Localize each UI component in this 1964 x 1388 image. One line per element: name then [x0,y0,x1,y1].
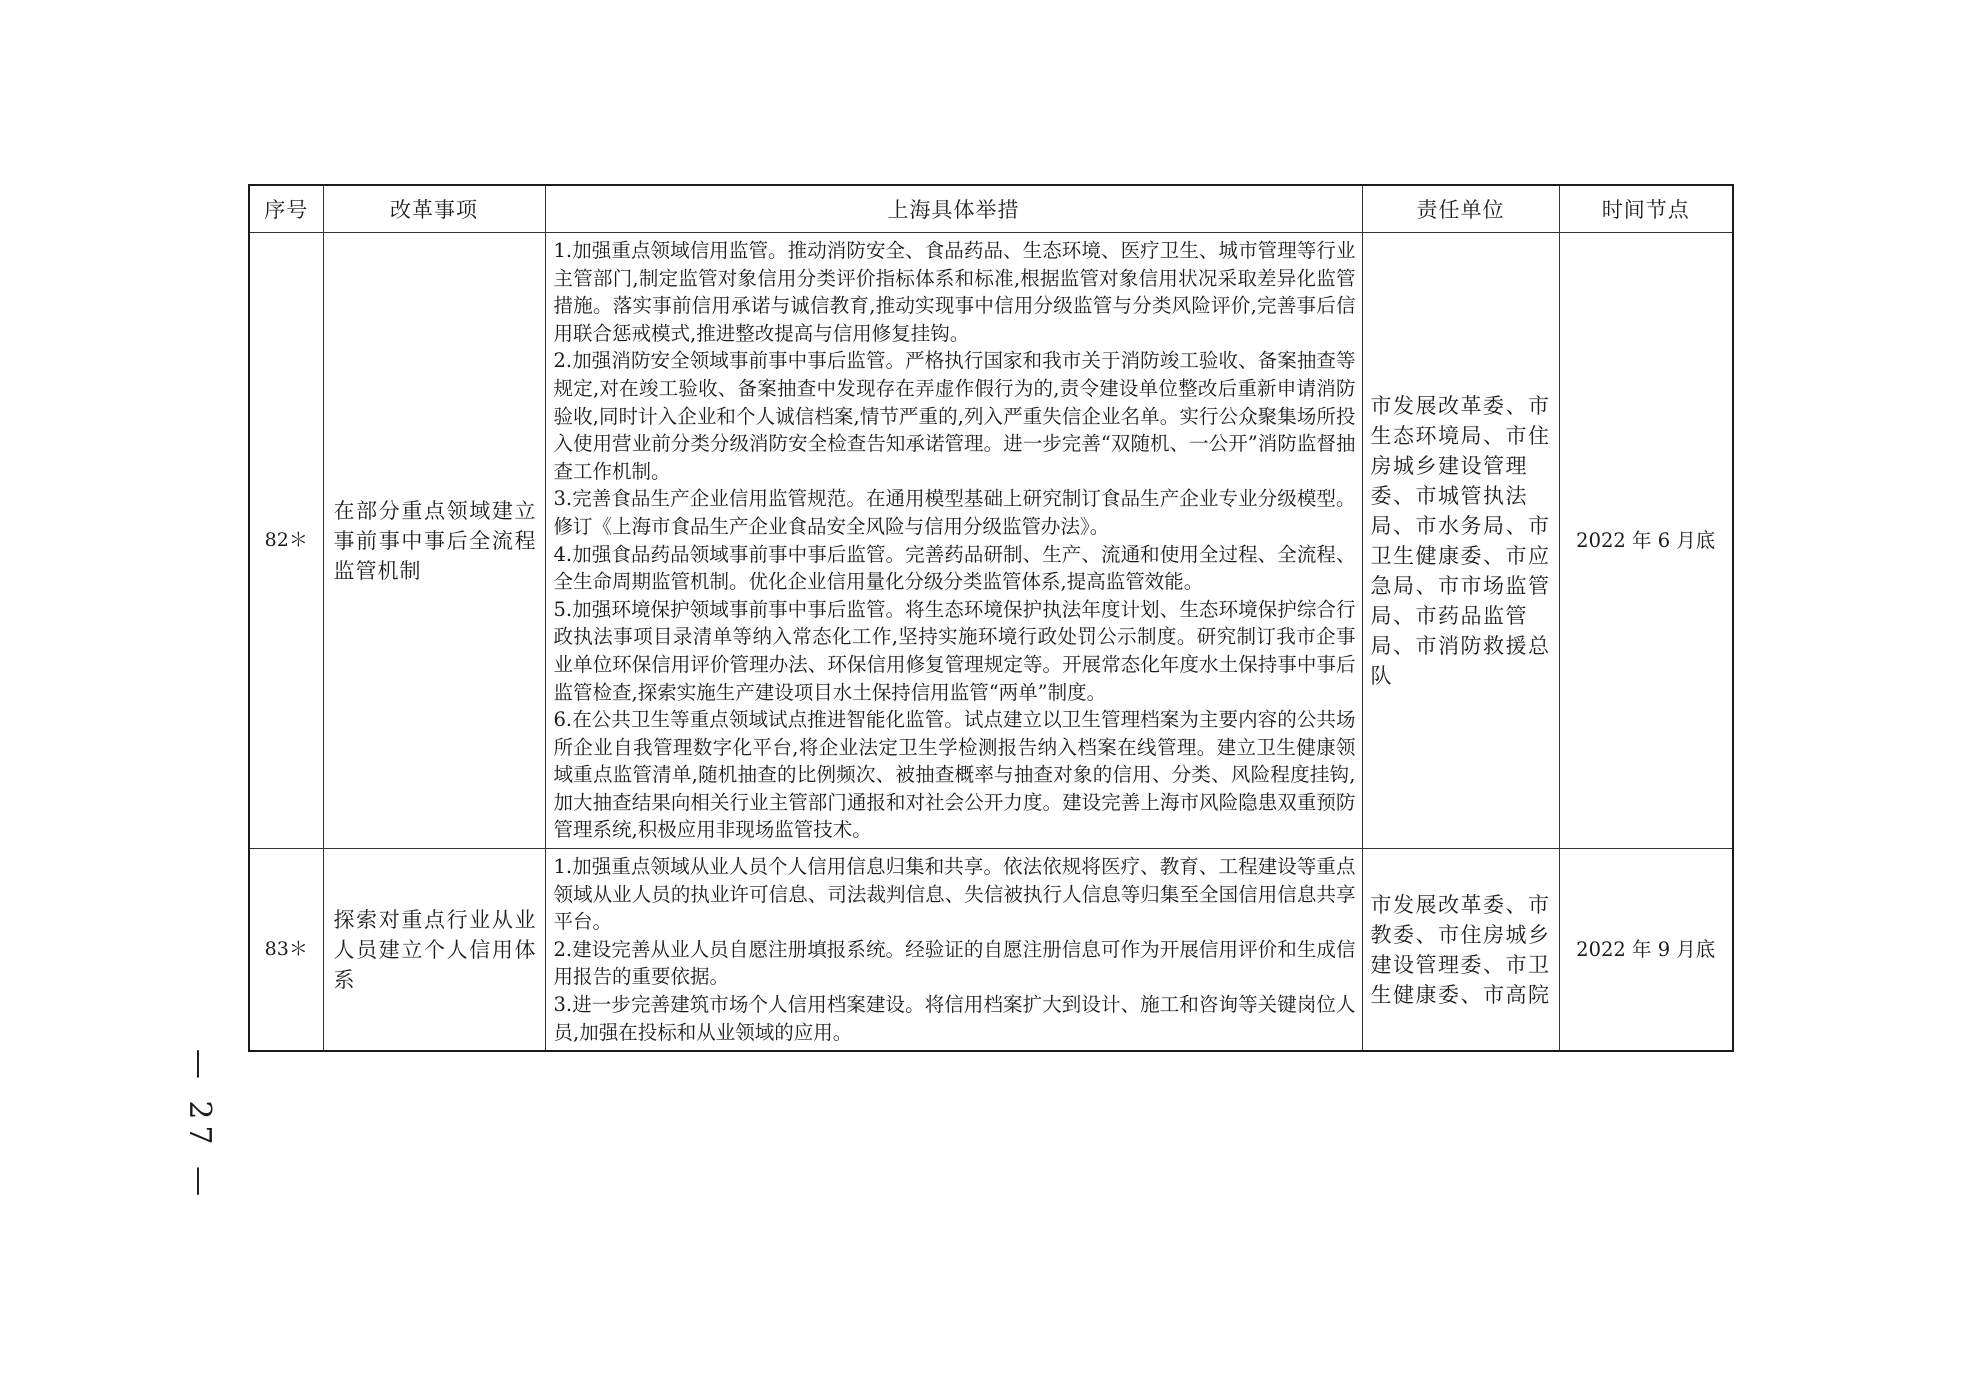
measure-paragraph: 1.加强重点领域从业人员个人信用信息归集和共享。依法依规将医疗、教育、工程建设等重点领域从业人员的执业许可信息、司法裁判信息、失信被执行人信息等归集至全国信用信息共享平台。 [553,855,1356,934]
table-row [249,849,1733,1052]
table-header-row [249,185,1733,233]
measure-paragraph: 1.加强重点领域信用监管。推动消防安全、食品药品、生态环境、医疗卫生、城市管理等行业主管部门,制定监管对象信用分类评价指标体系和标准,根据监管对象信用状况采取差异化监管措施。落实事前信用承诺与诚信教育,推动实现事中信用分级监管与分类风险评价,完善事后信用联合惩戒模式,推进整改提高与信用修复挂钩。 [553,239,1356,345]
measure-paragraph: 6.在公共卫生等重点领域试点推进智能化监管。试点建立以卫生管理档案为主要内容的公共场所企业自我管理数字化平台,将企业法定卫生学检测报告纳入档案在线管理。建立卫生健康领域重点监管清单,随机抽查的比例频次、被抽查概率与抽查对象的信用、分类、风险程度挂钩,加大抽查结果向相关行业主管部门通报和对社会公开力度。建设完善上海市风险隐患双重预防管理系统,积极应用非现场监管技术。 [553,708,1356,842]
row-measures [545,849,1362,1052]
measure-paragraph: 2.加强消防安全领域事前事中事后监管。严格执行国家和我市关于消防竣工验收、备案抽查等规定,对在竣工验收、备案抽查中发现存在弄虚作假行为的,责令建设单位整改后重新申请消防验收,同时计入企业和个人诚信档案,情节严重的,列入严重失信企业名单。实行公众聚集场所投入使用营业前分类分级消防安全检查告知承诺管理。进一步完善“双随机、一公开”消防监督抽查工作机制。 [553,349,1356,483]
row-reform-item: 在部分重点领域建立事前事中事后全流程监管机制 [323,233,545,849]
row-deadline: 2022 年 6 月底 [1559,233,1733,849]
row-serial-number: 82＊ [249,233,323,849]
responsible-unit-text: 市发展改革委、市生态环境局、市住房城乡建设管理委、市城管执法局、市水务局、市卫生健康委、市应急局、市市场监管局、市药品监管局、市消防救援总队 [1370,393,1551,688]
page-number [180,1048,220,1202]
header-reform-item: 改革事项 [323,185,545,233]
reform-measures-table [248,184,1734,1052]
page-number-text: — 27 — [182,1048,218,1202]
row-measures [545,233,1362,849]
header-serial-number: 序号 [249,185,323,233]
row-responsible-unit [1362,233,1559,849]
row-reform-item: 探索对重点行业从业人员建立个人信用体系 [323,849,545,1052]
measure-paragraph: 3.进一步完善建筑市场个人信用档案建设。将信用档案扩大到设计、施工和咨询等关键岗位人员,加强在投标和从业领域的应用。 [553,993,1356,1044]
measure-paragraph: 3.完善食品生产企业信用监管规范。在通用模型基础上研究制订食品生产企业专业分级模型。修订《上海市食品生产企业食品安全风险与信用分级监管办法》。 [553,487,1356,538]
header-shanghai-measures: 上海具体举措 [545,185,1362,233]
header-responsible-unit: 责任单位 [1362,185,1559,233]
measure-paragraph: 4.加强食品药品领域事前事中事后监管。完善药品研制、生产、流通和使用全过程、全流程、全生命周期监管机制。优化企业信用量化分级分类监管体系,提高监管效能。 [553,542,1356,594]
header-deadline: 时间节点 [1559,185,1733,233]
responsible-unit-text: 市发展改革委、市教委、市住房城乡建设管理委、市卫生健康委、市高院 [1370,892,1551,1007]
measure-paragraph: 5.加强环境保护领域事前事中事后监管。将生态环境保护执法年度计划、生态环境保护综合行政执法事项目录清单等纳入常态化工作,坚持实施环境行政处罚公示制度。研究制订我市企事业单位环保信用评价管理办法、环保信用修复管理规定等。开展常态化年度水土保持事中事后监管检查,探索实施生产建设项目水土保持信用监管“两单”制度。 [553,597,1356,704]
row-deadline: 2022 年 9 月底 [1559,849,1733,1052]
row-serial-number: 83＊ [249,849,323,1052]
table-row [249,233,1733,849]
row-responsible-unit [1362,849,1559,1052]
measure-paragraph: 2.建设完善从业人员自愿注册填报系统。经验证的自愿注册信息可作为开展信用评价和生成信用报告的重要依据。 [553,937,1356,989]
